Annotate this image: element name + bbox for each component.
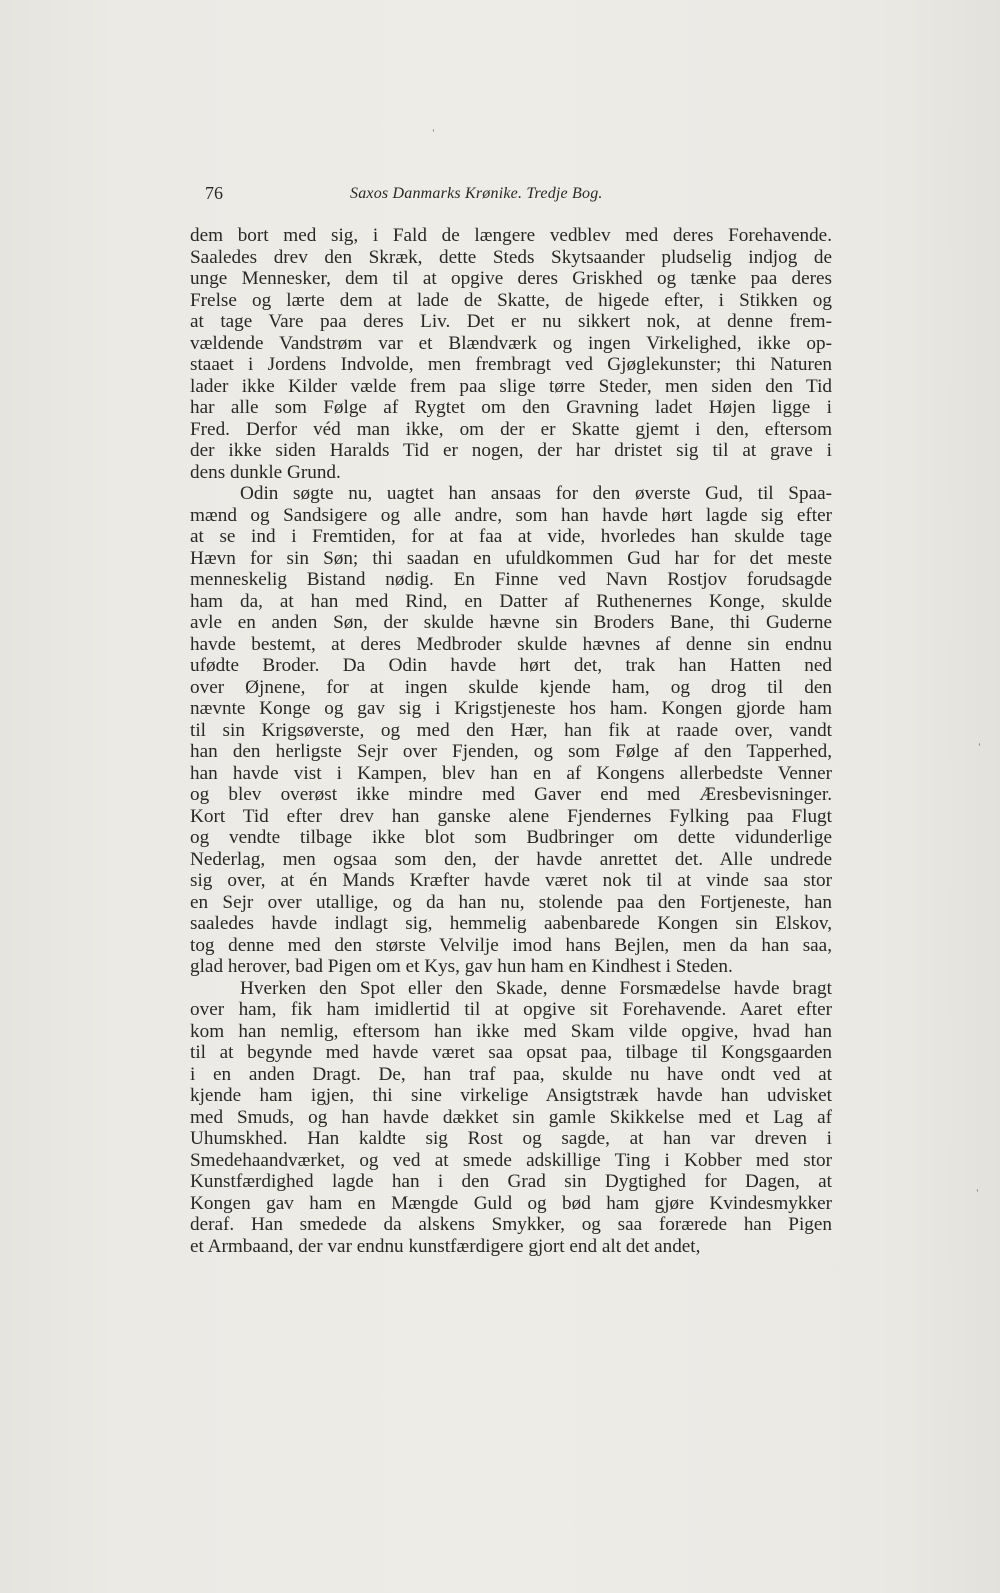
text-line: unge Mennesker, dem til at opgive deres Griskhed og tænke paa deres: [190, 268, 832, 289]
text-line: staaet i Jordens Indvolde, men frembragt ved Gjøglekunster; thi Naturen: [190, 354, 832, 375]
text-line: tog denne med den største Velvilje imod hans Bejlen, men da han saa,: [190, 934, 832, 956]
text-line: mænd og Sandsigere og alle andre, som han havde hørt lagde sig efter: [190, 504, 832, 526]
text-line: Nederlag, men ogsaa som den, der havde anrettet det. Alle undrede: [190, 848, 832, 870]
text-line: han havde vist i Kampen, blev han en af Kongens allerbedste Venner: [190, 762, 832, 784]
text-line: dens dunkle Grund.: [190, 461, 341, 483]
text-line: har alle som Følge af Rygtet om den Gravning ladet Højen ligge i: [190, 397, 832, 418]
text-line: der ikke siden Haralds Tid er nogen, der har dristet sig til at grave i: [190, 440, 832, 461]
text-line: Uhumskhed. Han kaldte sig Rost og sagde, at han var dreven i: [190, 1128, 832, 1149]
margin-mark: ˈ: [975, 1188, 980, 1203]
text-line: Hævn for sin Søn; thi saadan en ufuldkommen Gud har for det meste: [190, 547, 832, 569]
text-line: kom han nemlig, eftersom han ikke med Skam vilde opgive, hvad han: [190, 1020, 832, 1042]
text-line: og blev overøst ikke mindre med Gaver end med Æresbevisninger.: [190, 784, 832, 805]
text-line: Kongen gav ham en Mængde Guld og bød ham gjøre Kvindesmykker: [190, 1192, 832, 1214]
text-line: over ham, fik ham imidlertid til at opgive sit Forehavende. Aaret efter: [190, 999, 832, 1020]
text-line: et Armbaand, der var endnu kunstfærdigere gjort end alt det andet,: [190, 1235, 701, 1257]
text-line: kjende ham igjen, thi sine virkelige Ansigtstræk havde han udvisket: [190, 1085, 832, 1106]
text-line: og vendte tilbage ikke blot som Budbringer om dette vidunderlige: [190, 827, 832, 848]
text-line: sig over, at én Mands Kræfter havde været nok til at vinde saa stor: [190, 870, 832, 891]
text-line: Frelse og lærte dem at lade de Skatte, de higede efter, i Stikken og: [190, 289, 832, 311]
text-line: nævnte Konge og gav sig i Krigstjeneste hos ham. Kongen gjorde ham: [190, 698, 832, 719]
text-line: til sin Krigsøverste, og med den Hær, han fik at raade over, vandt: [190, 719, 832, 741]
text-line: med Smuds, og han havde dækket sin gamle Skikkelse med et Lag af: [190, 1106, 832, 1128]
text-line: havde bestemt, at deres Medbroder skulde hævnes af denne sin endnu: [190, 633, 832, 655]
text-line: Hverken den Spot eller den Skade, denne Forsmædelse havde bragt: [240, 977, 832, 999]
text-line: Smedehaandværket, og ved at smede adskillige Ting i Kobber med stor: [190, 1149, 832, 1171]
body-text: [190, 225, 832, 1257]
text-line: menneskelig Bistand nødig. En Finne ved Navn Rostjov forudsagde: [190, 569, 832, 590]
text-line: ufødte Broder. Da Odin havde hørt det, trak han Hatten ned: [190, 655, 832, 676]
text-line: i en anden Dragt. De, han traf paa, skulde nu have ondt ved at: [190, 1063, 832, 1085]
margin-mark: ˈ: [977, 742, 982, 757]
text-line: avle en anden Søn, der skulde hævne sin Broders Bane, thi Guderne: [190, 612, 832, 633]
text-line: vældende Vandstrøm var et Blændværk og ingen Virkelighed, ikke op-: [190, 332, 832, 354]
text-line: ham da, at han med Rind, en Datter af Ruthenernes Konge, skulde: [190, 590, 832, 612]
page-number: 76: [205, 183, 223, 203]
text-line: Kort Tid efter drev han ganske alene Fjendernes Fylking paa Flugt: [190, 805, 832, 827]
text-line: over Øjnene, for at ingen skulde kjende ham, og drog til den: [190, 676, 832, 698]
running-head: [205, 183, 705, 213]
text-line: deraf. Han smedede da alskens Smykker, og saa forærede han Pigen: [190, 1214, 832, 1235]
text-line: Saaledes drev den Skræk, dette Steds Skytsaander pludselig indjog de: [190, 246, 832, 268]
text-line: saaledes havde indlagt sig, hemmelig aabenbarede Kongen sin Elskov,: [190, 913, 832, 934]
text-line: dem bort med sig, i Fald de længere vedblev med deres Forehavende.: [190, 225, 832, 246]
text-line: til at begynde med havde været saa opsat paa, tilbage til Kongsgaarden: [190, 1042, 832, 1063]
text-line: Kunstfærdighed lagde han i den Grad sin Dygtighed for Dagen, at: [190, 1171, 832, 1192]
text-line: at se ind i Fremtiden, for at faa at vide, hvorledes han skulde tage: [190, 526, 832, 547]
text-line: Fred. Derfor véd man ikke, om der er Skatte gjemt i den, eftersom: [190, 418, 832, 440]
text-line: en Sejr over utallige, og da han nu, stolende paa den Fortjeneste, han: [190, 891, 832, 913]
speck-mark: ˈ: [431, 128, 436, 143]
text-line: lader ikke Kilder vælde frem paa slige tørre Steder, men siden den Tid: [190, 375, 832, 397]
text-line: at tage Vare paa deres Liv. Det er nu sikkert nok, at denne frem-: [190, 311, 832, 332]
text-line: Odin søgte nu, uagtet han ansaas for den øverste Gud, til Spaa-: [240, 483, 832, 504]
text-line: glad herover, bad Pigen om et Kys, gav hun ham en Kindhest i Steden.: [190, 956, 733, 977]
running-title: Saxos Danmarks Krønike. Tredje Bog.: [350, 185, 603, 202]
text-line: han den herligste Sejr over Fjenden, og som Følge af den Tapperhed,: [190, 741, 832, 762]
